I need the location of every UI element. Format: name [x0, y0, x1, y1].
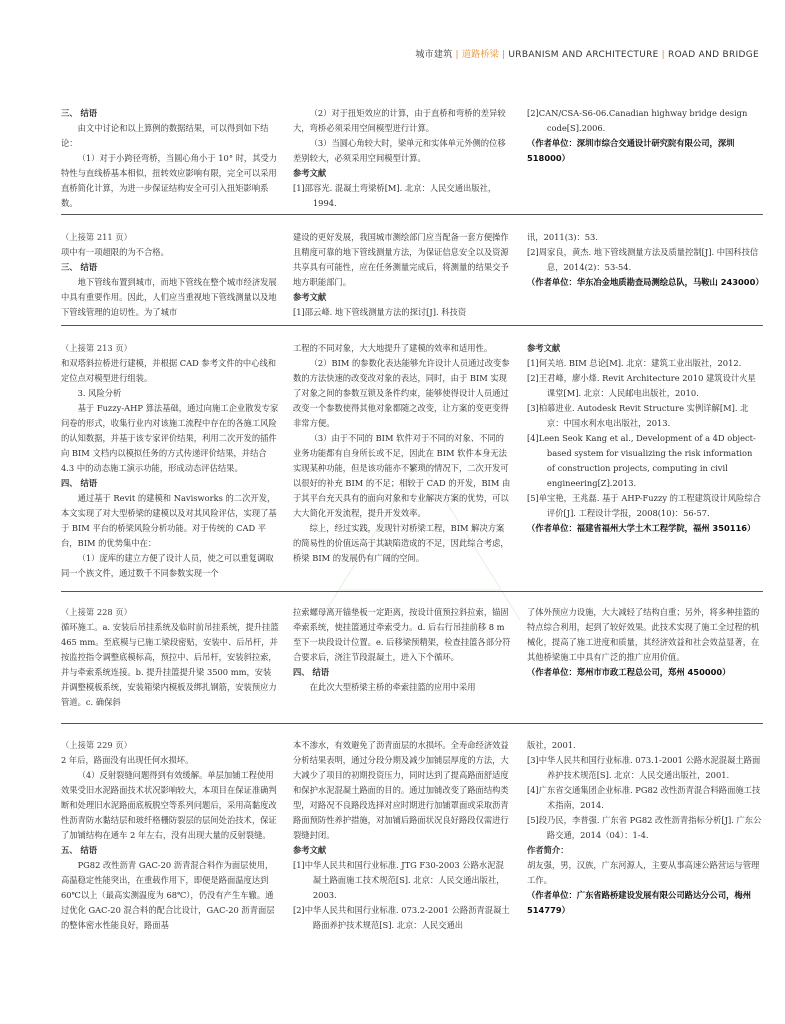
- reference-item: [4]Leen Seok Kang et al., Development of a 4D object-based system for visualizing the risk information of construction projects, computing in civil engineering[Z].2013.: [527, 433, 756, 488]
- reference-item: [5]单宝艳，王兆磊. 基于 AHP-Fuzzy 的工程建筑设计风险综合评价[J]. 工程设计学报，2008(10)：56-57.: [527, 493, 761, 518]
- section-heading: 三、 结语: [61, 108, 98, 118]
- paragraph: （2）BIM 的参数化表达能够允许设计人员通过改变参数的方法快速的改变改对象的表达，同时，由于 BIM 实现了对象之间的参数互锁及条件约束，能够使得设计人员通过改变一个参数使得其他对象都随之改变，让方案的变更变得非常方便。: [293, 358, 510, 428]
- continuation-note: （上接第 213 页）: [61, 343, 132, 353]
- header-road-bridge-en: ROAD AND BRIDGE: [668, 50, 759, 60]
- paragraph: （3）当圆心角较大时，梁单元和实体单元外侧的位移差别较大，必须采用空间模型计算。: [293, 138, 506, 163]
- paragraph: 建设的更好发展，我国城市测绘部门应当配备一套方便操作且精度可靠的地下管线测量方法，为保证信息安全以及资源共享具有可能性，应在任务测量完成后，将测量的结果交予地方职能部门。: [293, 232, 509, 287]
- section4-col3: [527, 605, 763, 680]
- paragraph: （3）由于不同的 BIM 软件对于不同的对象、不同的业务功能都有自身所长或不足，因此在 BIM 软件本身无法实现某种功能，但是该功能亦不繁琐的情况下，二次开发可以很好的补充 BIM 的不足；相较于 CAD 的开发，BIM 由于其平台充天具有的面向对象和专业解决方案的优势，可以大大简化开发流程，提升开发效率。: [293, 433, 511, 518]
- continuation-note: （上接第 211 页）: [61, 232, 132, 242]
- section5-col3: [527, 738, 763, 918]
- section2-col3: [527, 230, 763, 290]
- running-header: [415, 47, 759, 60]
- section3-col2: [293, 341, 511, 566]
- continuation-note: （上接第 228 页）: [61, 607, 132, 617]
- author-affiliation: （作者单位：福建省福州大学土木工程学院，福州 350116）: [527, 523, 756, 533]
- reference-item: [3]中华人民共和国行业标准. 073.1-2001 公路水泥混凝土路面养护技术规范[S]. 北京：人民交通出版社，2001.: [527, 755, 761, 780]
- section-divider: [61, 591, 763, 592]
- author-affiliation: （作者单位：华东冶金地质勘查局测绘总队，马鞍山 243000）: [527, 277, 764, 287]
- paragraph: 胡友强，男，汉族，广东河源人，主要从事高速公路营运与管理工作。: [527, 860, 760, 885]
- section1-col1: [61, 106, 279, 211]
- reference-item: [1]中华人民共和国行业标准. JTG F30-2003 公路水泥混凝土路面施工技术规范[S]. 北京：人民交通出版社，2003.: [293, 860, 505, 900]
- section5-col2: [293, 738, 511, 933]
- section4-col1: [61, 605, 279, 710]
- section-heading: 五、 结语: [61, 845, 98, 855]
- section-divider: [61, 325, 763, 326]
- section4-col2: [293, 605, 511, 695]
- paragraph: 2 年后，路面没有出现任何水损坏。: [61, 755, 194, 765]
- section-heading: 参考文献: [293, 168, 327, 178]
- paragraph: 综上，经过实践，发现针对桥梁工程，BIM 解决方案的简易性的价值远高于其缺陷造成的不足，因此综合考虑，桥梁 BIM 的发展仍有广阔的空间。: [293, 523, 509, 563]
- header-urbanism: URBANISM AND ARCHITECTURE: [508, 50, 659, 60]
- reference-item: [1]邵云峰. 地下管线测量方法的探讨[J]. 科技资: [293, 307, 467, 317]
- page-header: [0, 0, 785, 62]
- reference-item: [5]段乃民，李普强. 广东省 PG82 改性沥青指标分析[J]. 广东公路交通，2014（04）：1-4.: [527, 815, 762, 840]
- paragraph: 讯，2011(3)：53.: [527, 232, 598, 242]
- paragraph: 和双塔斜拉桥进行建模，并根据 CAD 参考文件的中心线和定位点对模型进行组装。: [61, 358, 277, 383]
- author-affiliation: （作者单位：深圳市综合交通设计研究院有限公司，深圳 518000）: [527, 138, 735, 163]
- section-heading: 作者简介：: [527, 845, 569, 855]
- paragraph: 工程的不同对象，大大地提升了建模的效率和适用性。: [293, 343, 493, 353]
- section-heading: 参考文献: [293, 845, 327, 855]
- section3-col1: [61, 341, 279, 581]
- paragraph: 在此次大型桥梁主桥的牵索挂篮的应用中采用: [309, 682, 476, 692]
- paragraph: （1）对于小跨径弯桥，当圆心角小于 10° 时，其受力特性与直线桥基本相似，扭转效应影响有限，完全可以采用直桥简化计算，为进一步保证结构安全可引入扭矩影响系数。: [61, 153, 278, 208]
- section5-col1: [61, 738, 279, 933]
- paragraph: PG82 改性沥青 GAC-20 沥青混合料作为面层使用，高温稳定性能突出，在重载作用下，即便是路面温度达到 60℃以上（最高实测温度为 68℃），仍没有产生车辙。通过优化 GAC-20 混合料的配合比设计，GAC-20 沥青面层的整体密水性能良好，路面基: [61, 860, 275, 930]
- reference-item: [1]邵容光. 混凝土弯梁桥[M]. 北京：人民交通出版社，1994.: [293, 183, 497, 208]
- section-heading: 四、 结语: [293, 667, 330, 677]
- paragraph: （4）反射裂缝问题得到有效缓解。单层加铺工程使用效果受旧水泥路面技术状况影响较大，本项目在保证准确判断和处理旧水泥路面底板脱空等系列问题后，采用高黏度改性沥青防水黏结层和玻纤格栅防裂层的层间处治技术，保证了加铺结构在通车 2 年左右，没有出现大量的反射裂缝。: [61, 770, 277, 840]
- reference-item: [1]何关培. BIM 总论[M]. 北京：建筑工业出版社，2012.: [527, 358, 742, 368]
- header-divider: |: [455, 50, 459, 60]
- section3-col3: [527, 341, 763, 536]
- section1-col2: [293, 106, 511, 211]
- section-heading: 参考文献: [527, 343, 561, 353]
- paragraph: 项中有一项超限的为不合格。: [61, 247, 169, 257]
- continuation-note: （上接第 229 页）: [61, 740, 132, 750]
- author-affiliation: （作者单位：郑州市市政工程总公司，郑州 450000）: [527, 667, 731, 677]
- section-divider: [61, 723, 763, 724]
- section1-col3: [527, 106, 763, 166]
- header-road-bridge: 道路桥梁: [461, 50, 500, 60]
- paragraph: 本不渗水，有效避免了沥青面层的水损坏。全寿命经济效益分析结果表明，通过分段分期及减少加铺层厚度的方法，大大减少了项目的初期投资压力，同时达到了提高路面舒适度和保护水泥混凝土路面的目的。通过加铺改变了路面结构类型，对路况不良路段选择对应时期进行加铺罩面或采取沥青路面预防性养护措施，对加铺后路面状况良好路段仅需进行裂缝封闭。: [293, 740, 509, 840]
- reference-item: [3]柏慕进业. Autodesk Revit Structure 实例详解[M]. 北京：中国水利水电出版社，2013.: [527, 403, 749, 428]
- section-heading: 参考文献: [293, 292, 327, 302]
- author-affiliation: （作者单位：广东省路桥建设发展有限公司路达分公司，梅州 514779）: [527, 890, 752, 915]
- section-heading: 四、 结语: [61, 478, 98, 488]
- paragraph: 地下管线布置到城市，而地下管线在整个城市经济发展中具有重要作用。因此，人们应当重视地下管线测量以及地下管线管理的迫切性。为了城市: [61, 277, 277, 317]
- header-divider: |: [502, 50, 506, 60]
- reference-item: [2]周家良，黄杰. 地下管线测量方法及质量控制[J]. 中国科技信息，2014(2)：53-54.: [527, 247, 759, 272]
- paragraph: 版社，2001.: [527, 740, 576, 750]
- paragraph: 基于 Fuzzy-AHP 算法基础，通过向施工企业散发专家问卷的形式，收集行业内对该施工流程中存在的各施工风险的认知数据，并基于该专家评价结果，利用二次开发的插件向 BIM 文档内以模拟任务的方式传递评价结果，并结合 4.3 中的动态施工演示功能，形成动态评估结果。: [61, 403, 279, 473]
- reference-item: [2]中华人民共和国行业标准. 073.2-2001 公路沥青混凝土路面养护技术规范[S]. 北京：人民交通出: [293, 905, 510, 930]
- reference-item: [2]王君峰，廖小烽. Revit Architecture 2010 建筑设计火星课堂[M]. 北京：人民邮电出版社，2010.: [527, 373, 756, 398]
- paragraph: 循环施工。a. 安装后吊挂系统及临时前吊挂系统，提升挂篮 465 mm。至底模与已施工梁段密贴，安装中、后吊杆，并按监控指令调整底模标高，预拉中、后吊杆，安装斜拉索，并与牵索系统连接。b. 提升挂篮提升梁 3500 mm，安装并调整模板系统，安装箱梁内模板及绑扎钢筋，安装预应力管道。c. 确保斜: [61, 622, 279, 707]
- header-divider: |: [661, 50, 666, 60]
- section2-col2: [293, 230, 511, 320]
- paragraph: （1）庞库的建立方便了设计人员，使之可以重复调取同一个族文件，通过数千不同参数实现一个: [61, 553, 274, 578]
- paragraph: 3. 风险分析: [77, 388, 122, 398]
- reference-item: [4]广东省交通集团企业标准. PG82 改性沥青混合料路面施工技术指南，2014.: [527, 785, 761, 810]
- paragraph: 由文中讨论和以上算例的数据结果，可以得到如下结论：: [61, 123, 269, 148]
- paragraph: 通过基于 Revit 的建模和 Navisworks 的二次开发，本文实现了对大型桥梁的建模以及对其风险评估，实现了基于 BIM 平台的桥梁风险分析功能。对于传统的 CAD 平台，BIM 的优势集中在：: [61, 493, 277, 548]
- section-heading: 三、 结语: [61, 262, 98, 272]
- paragraph: （2）对于扭矩效应的计算，由于直桥和弯桥的差异较大，弯桥必须采用空间模型进行计算。: [293, 108, 506, 133]
- section2-col1: [61, 230, 279, 320]
- section-divider: [61, 214, 763, 215]
- paragraph: 拉索螺母离开锚垫板一定距离，按设计值预拉斜拉索，锚固牵索系统，使挂篮通过牵索受力。d. 后右行吊挂前移 8 m 至下一块段设计位置。e. 后移梁预精架，检查挂篮各部分符合要求后，浇注节段混凝土，进入下个循环。: [293, 607, 511, 662]
- paragraph: 了体外预应力设施，大大减轻了结构自重；另外，将多种挂篮的特点综合利用，起到了较好效果。此技术实现了施工全过程的机械化，提高了施工进度和质量，其经济效益和社会效益显著，在其他桥梁施工中具有广泛的推广应用价值。: [527, 607, 760, 662]
- header-city-building: 城市建筑: [415, 50, 453, 60]
- reference-item: [2]CAN/CSA-S6-06.Canadian highway bridge design code[S].2006.: [527, 108, 748, 133]
